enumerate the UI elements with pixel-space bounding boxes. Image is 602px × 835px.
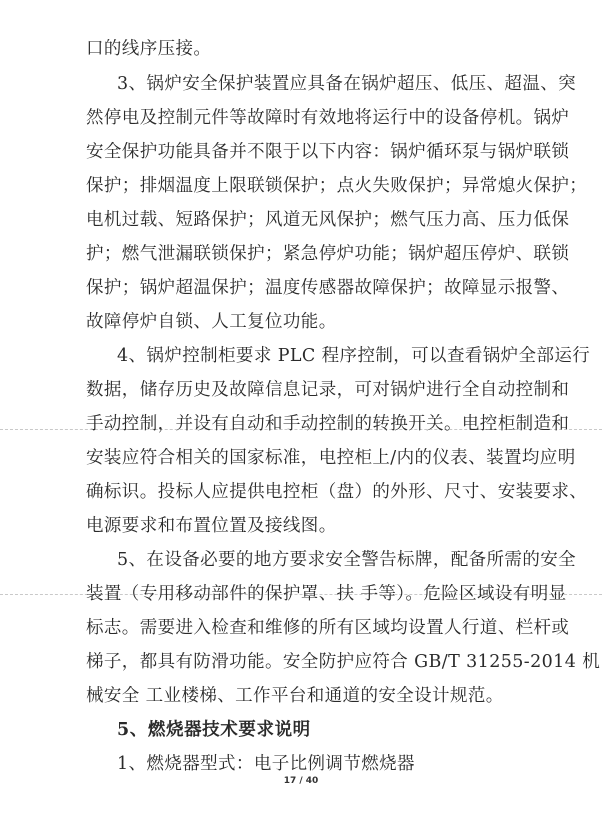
body-text-line: 装置（专用移动部件的保护罩、扶 手等）。危险区域设有明显	[86, 584, 567, 604]
body-text-line: 口的线序压接。	[86, 39, 212, 59]
body-text-line: 标志。需要进入检查和维修的所有区域均设置人行道、栏杆或	[86, 618, 570, 638]
body-text-line: 数据，储存历史及故障信息记录，可对锅炉进行全自动控制和	[86, 380, 570, 400]
body-text-line: 保护；排烟温度上限联锁保护；点火失败保护；异常熄火保护；	[86, 176, 588, 196]
body-text-line: 确标识。投标人应提供电控柜（盘）的外形、尺寸、安装要求、	[86, 482, 588, 502]
body-text-line: 电源要求和布置位置及接线图。	[86, 516, 337, 536]
paragraph-3-first-line: 3、锅炉安全保护装置应具备在锅炉超压、低压、超温、突	[117, 74, 577, 94]
body-text-line: 手动控制，并设有自动和手动控制的转换开关。电控柜制造和	[86, 414, 570, 434]
body-text-line: 电机过载、短路保护；风道无风保护；燃气压力高、压力低保	[86, 210, 570, 230]
body-text-line: 安装应符合相关的国家标准，电控柜上/内的仪表、装置均应明	[86, 448, 576, 468]
body-text-line: 梯子，都具有防滑功能。安全防护应符合 GB/T 31255-2014 机	[86, 652, 601, 672]
paragraph-4-first-line: 4、锅炉控制柜要求 PLC 程序控制，可以查看锅炉全部运行	[117, 346, 591, 366]
body-text-line: 安全保护功能具备并不限于以下内容：锅炉循环泵与锅炉联锁	[86, 142, 570, 162]
body-text-line: 故障停炉自锁、人工复位功能。	[86, 312, 337, 332]
body-text-line: 护；燃气泄漏联锁保护；紧急停炉功能；锅炉超压停炉、联锁	[86, 244, 570, 264]
section-heading: 5、燃烧器技术要求说明	[117, 720, 311, 740]
paragraph-5-first-line: 5、在设备必要的地方要求安全警告标牌，配备所需的安全	[117, 550, 577, 570]
body-text-line: 1、燃烧器型式：电子比例调节燃烧器	[117, 754, 415, 774]
body-text-line: 保护；锅炉超温保护；温度传感器故障保护；故障显示报警、	[86, 278, 570, 298]
body-text-line: 械安全 工业楼梯、工作平台和通道的安全设计规范。	[86, 686, 504, 706]
body-text-line: 然停电及控制元件等故障时有效地将运行中的设备停机。锅炉	[86, 108, 570, 128]
page-number: 17 / 40	[283, 776, 319, 786]
